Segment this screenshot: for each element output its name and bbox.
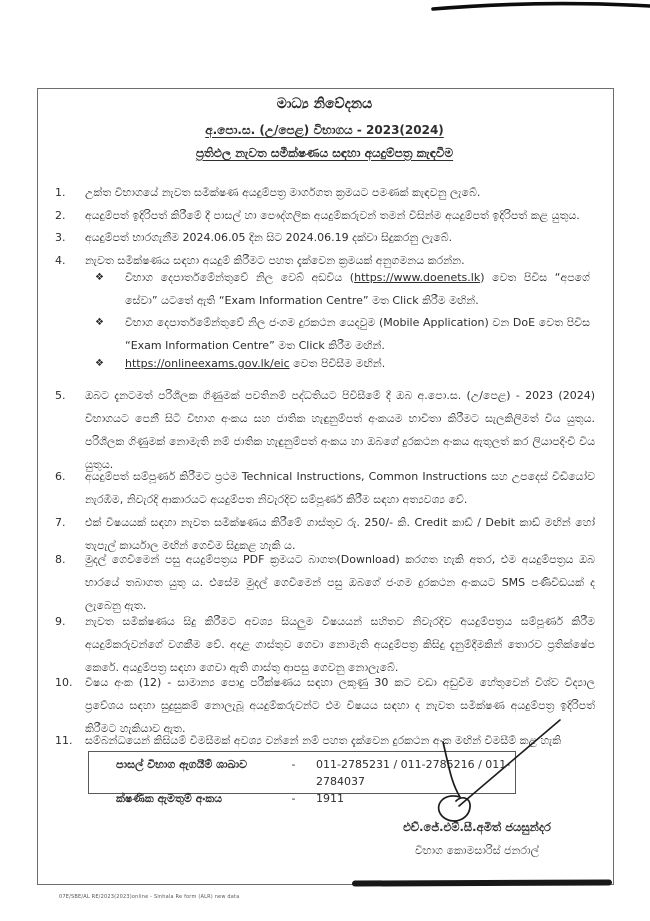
item-text: නැවත සමීක්ෂණය සඳහා අයදුම් කිරීමට පහත දැක්වෙන ක්‍රමයක් අනුගමනය කරන්න. xyxy=(85,254,465,267)
item-text: අයදුම්පත් භාරගැනීම 2024.06.05 දින සිට 2024.06.19 දක්වා සිදුකරනු ලැබේ. xyxy=(85,231,453,244)
diamond-bullet-icon: ❖ xyxy=(95,358,104,369)
item-number: 7. xyxy=(55,516,66,529)
item-text: නැවත සමීක්ෂණය සිදු කිරීමට අවශ්‍ය සියලුම විෂයයන් සහිතව නිවැරදිව අයදුම්පත්‍රය සම්පූර්ණ කිරීම අයදුම්කරුවන්ගේ වගකීම වේ. අදාළ ගාස්තුව ගෙවා නොමැති අයදුම්පත්‍ර කිසිදු දැනුම්දීමකින් තොරව ප්‍රතික්ෂේප කෙරේ. අයදුම්පත්‍ර සඳහා ගෙවා ඇති ගාස්තු ආපසු ගෙවනු නොලැබේ. xyxy=(85,615,595,674)
bullet-text-post: වෙත පිවිසීම මඟින්. xyxy=(289,357,386,370)
signature-scribble-icon xyxy=(405,712,575,827)
item-number: 8. xyxy=(55,553,66,566)
list-item xyxy=(55,610,595,680)
item-number: 6. xyxy=(55,470,66,483)
item-text: එක් විෂයයක් සඳහා නැවත සමීක්ෂණය කිරීමේ ගාස්තුව රු. 250/- කි. Credit කාඩ් / Debit කාඩ් මඟින් හෝ තැපැල් කාර්යාල මඟින් ගෙවීම සිදුකළ හැකි ය. xyxy=(85,516,595,552)
list-item xyxy=(55,226,595,248)
bullet-item xyxy=(95,352,590,375)
list-item xyxy=(55,181,595,203)
item-number: 3. xyxy=(55,231,66,244)
contact-label: ක්ෂණික ඇමතුම් අංකය xyxy=(116,792,223,805)
onlineexams-link: https://onlineexams.gov.lk/eic xyxy=(125,357,290,370)
item-text: අයදුම්පත් සම්පූර්ණ කිරීමට ප්‍රථම Technical Instructions, Common Instructions සහ උපදෙස් වීඩියෝව නැරඹීම, නිවැරදි ආකාරයට අයදුම්පත නිවැරදිව සම්පූර්ණ කිරීම සඳහා අත්‍යවශ්‍ය වේ. xyxy=(85,470,595,506)
contact-hotline-number: 1911 xyxy=(316,792,344,805)
signatory-name: එච්.ජේ.එම්.සී.අමිත් ජයසුන්දර xyxy=(403,820,551,834)
item-text: අයදුම්පත් ඉදිරිපත් කිරීමේ දී පාසල් හා පෞද්ගලික අයදුම්කරුවන් තමන් විසින්ම අයදුම්පත් ඉදිරිපත් කළ යුතුය. xyxy=(85,209,580,222)
diamond-bullet-icon: ❖ xyxy=(95,272,104,283)
bullet-text xyxy=(125,266,590,314)
contact-label: පාසල් විභාග ඇගයීම් ශාඛාව xyxy=(116,758,248,771)
page-title: මාධ්‍ය නිවේදනය xyxy=(276,96,373,112)
item-number: 9. xyxy=(55,615,66,628)
item-text: ඔබට දැනටමත් පරිශීලක ගිණුමක් පවතිනම් පද්ධතියට පිවිසීමේ දී ඔබ අ.පො.ස. (උ/පෙළ) - 2023 (2024) විභාගයට පෙනී සිටි විභාග අංකය සහ ජාතික හැඳුනුම්පත් අංකයම භාවිතා කිරීමට සැලකිලිමත් විය යුතුය. පරිශීලක ගිණුමක් නොමැති නම් ජාතික හැඳුනුම්පත් අංකය හා ඔබගේ දුරකථන අංකය ඇතුලත් කර ලියාපදිංචි විය යුතුය. xyxy=(85,389,595,471)
item-text: මුදල් ගෙවීමෙන් පසු අයදුම්පත්‍රය PDF ක්‍රමයට බාගත(Download) කරගත හැකි අතර, එම අයදුම්පත්‍රය ඔබ භාරයේ තබාගත යුතු ය. එසේම මුදල් ගෙවීමෙන් පසු ඔබගේ ජංගම දුරකථන අංකයට SMS පණිවිඩයක් ද ලැබෙනු ඇත. xyxy=(85,553,595,612)
item-number: 5. xyxy=(55,389,66,402)
item-text: සම්බන්ධයෙන් කිසියම් විමසීමක් අවශ්‍ය වන්නේ නම් පහත දැක්වෙන දුරකථන අංක මඟින් විමසීම් කළ හැකි xyxy=(85,734,562,747)
contact-separator: - xyxy=(291,792,296,805)
scan-artifact-top-icon xyxy=(425,0,650,14)
item-number: 2. xyxy=(55,209,66,222)
item-number: 11. xyxy=(55,734,73,747)
signatory-designation: විභාග කොමසාරිස් ජනරාල් xyxy=(414,844,540,857)
contact-phone-numbers: 011-2785231 / 011-2785216 / 011-2784037 xyxy=(316,758,511,788)
list-item xyxy=(55,548,595,618)
item-text: විෂය අංක (12) - සාමාන්‍ය පොදු පරීක්ෂණය සඳහා ලකුණු 30 කට වඩා අඩුවීම හේතුවෙන් විශ්ව විද්‍යාල ප්‍රවේශය සඳහා සුදුසුකම් නොලැබූ අයදුම්කරුවන්ට එම විෂයය සඳහා ද නැවත සමීක්ෂණ අයදුම්පත්‍ර ඉදිරිපත් කිරීමට හැකියාව ඇත. xyxy=(85,676,595,735)
exam-subtitle: අ.පො.ස. (උ/පෙළ) විභාගය - 2023(2024) xyxy=(205,123,444,137)
item-number: 1. xyxy=(55,186,66,199)
bullet-text xyxy=(125,352,590,375)
diamond-bullet-icon: ❖ xyxy=(95,317,104,328)
item-text: උක්ත විභාගයේ නැවත සමීක්ෂණ අයදුම්පත්‍ර මාර්ගගත ක්‍රමයට පමණක් කැඳවනු ලැබේ. xyxy=(85,186,481,199)
bullet-item xyxy=(95,266,590,314)
list-item xyxy=(55,465,595,512)
contact-separator: - xyxy=(291,758,296,771)
item-number: 10. xyxy=(55,676,73,689)
notice-subtitle: ප්‍රතිඵල නැවත සමීක්ෂණය සඳහා අයදුම්පත්‍ර කැඳවීම xyxy=(195,146,454,160)
list-item xyxy=(55,384,595,477)
scan-artifact-bottom-icon xyxy=(352,879,612,886)
item-number: 4. xyxy=(55,254,66,267)
bullet-text-pre: විභාග දෙපාර්තමේන්තුවේ නිල වෙබ් අඩවිය ( xyxy=(125,271,355,284)
doenets-link: https://www.doenets.lk xyxy=(354,271,481,284)
bullet-text: විභාග දෙපාර්තමේන්තුවේ නිල ජංගම දුරකථන යෙදවුම (Mobile Application) වන DoE වෙත පිවිස “Exam Information Centre” මත Click කිරීම මඟින්. xyxy=(125,316,590,352)
bullet-text-post: ) වෙත පිවිස “අපගේ සේවා” යටතේ ඇති “Exam Information Centre” මත Click කිරීම මඟින්. xyxy=(125,271,590,307)
list-item xyxy=(55,204,595,226)
file-reference: 07E/SBE/AL RE/2023(2023)online - Sinhala Re form (ALR) new data xyxy=(59,894,240,900)
